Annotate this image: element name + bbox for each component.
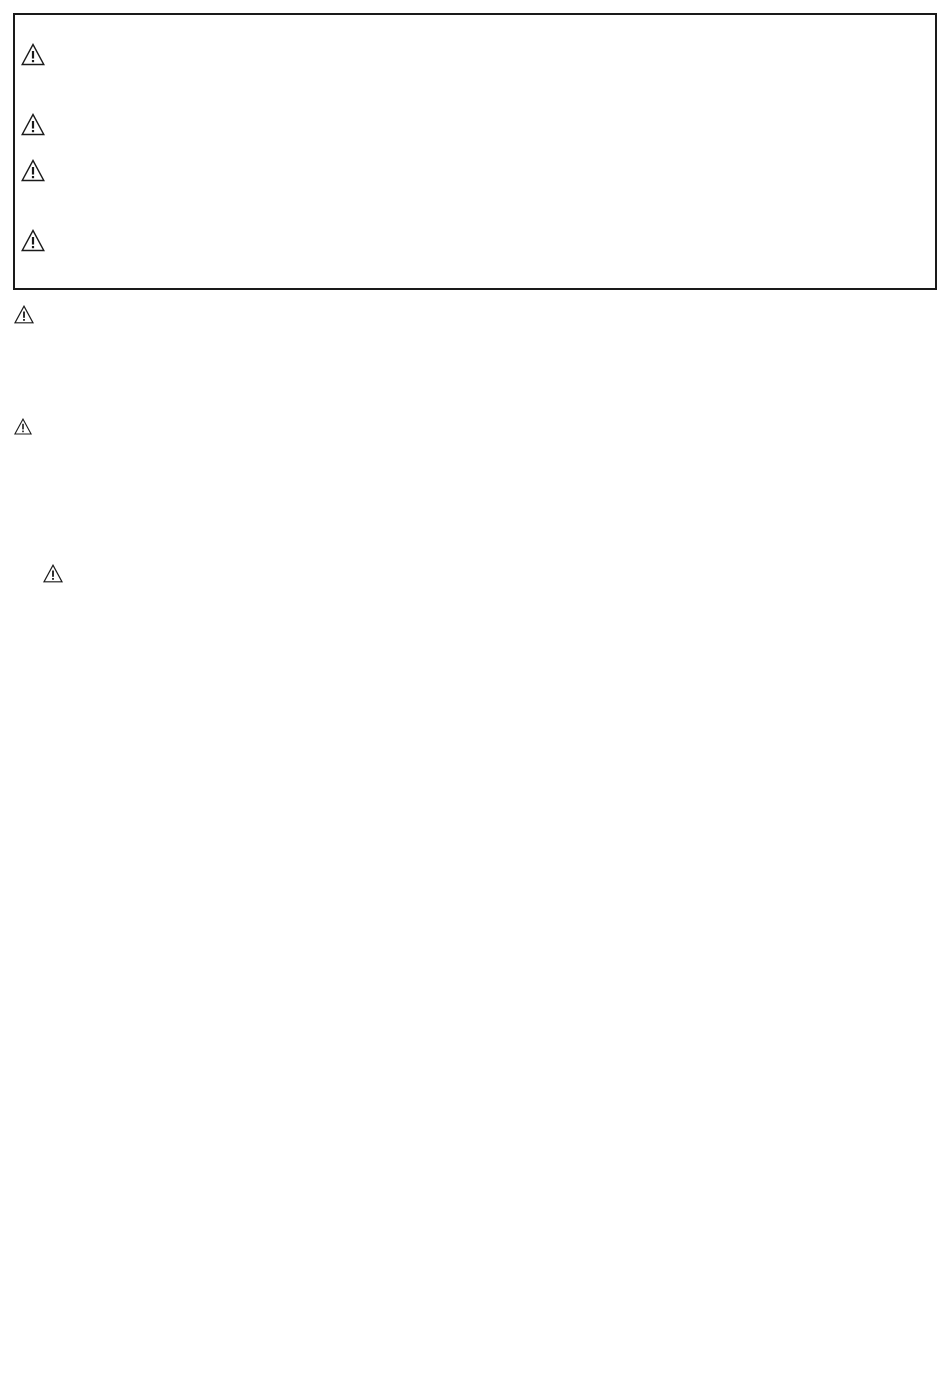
warning-triangle-icon bbox=[14, 305, 34, 324]
warning-triangle-icon bbox=[21, 43, 45, 66]
warning-triangle-icon bbox=[43, 564, 63, 583]
warning-triangle-icon bbox=[14, 418, 32, 435]
warning-triangle-icon bbox=[21, 229, 45, 252]
warning-triangle-icon bbox=[21, 113, 45, 136]
warning-notice-box bbox=[13, 13, 937, 290]
warning-triangle-icon bbox=[21, 159, 45, 182]
